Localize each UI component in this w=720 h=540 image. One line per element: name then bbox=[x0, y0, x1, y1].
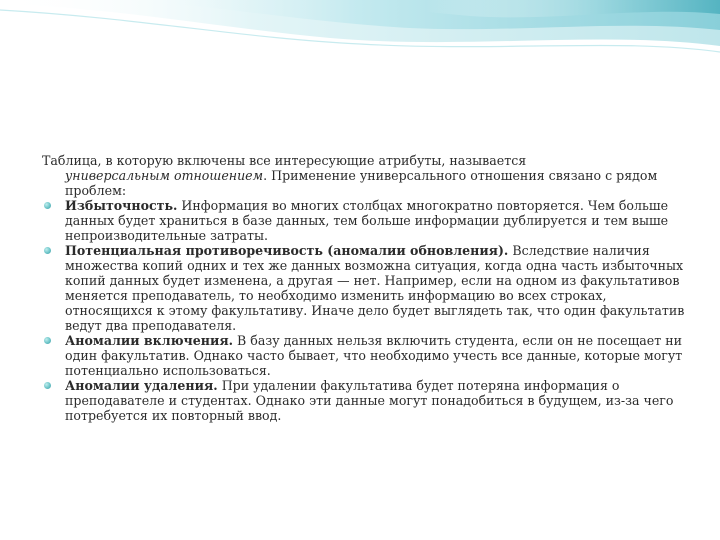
problem-list bbox=[42, 198, 690, 423]
intro-term: универсальным отношением bbox=[65, 168, 264, 183]
item-term: Потенциальная противоречивость (аномалии обновления). bbox=[65, 243, 509, 258]
list-item bbox=[42, 198, 690, 243]
bullet-icon bbox=[44, 337, 51, 344]
intro-rest: . Применение универсального отношения связано с рядом проблем: bbox=[65, 168, 658, 198]
item-text: В базу данных нельзя включить студента, если он не посещает ни один факультатив. Однако часто бывает, что необходимо учесть все данные, которые могут потенциально использоваться. bbox=[65, 333, 683, 378]
list-item bbox=[42, 378, 690, 423]
intro-paragraph bbox=[42, 153, 690, 198]
intro-lead: Таблица, в которую включены все интересующие атрибуты, называется bbox=[42, 153, 527, 168]
item-term: Избыточность. bbox=[65, 198, 178, 213]
wave-header-decoration bbox=[0, 0, 720, 70]
item-text: При удалении факультатива будет потеряна информация о преподавателе и студентах. Однако эти данные могут понадобиться в будущем, из-за чего потребуется их повторный ввод. bbox=[65, 378, 674, 423]
bullet-icon bbox=[44, 247, 51, 254]
item-text: Информация во многих столбцах многократно повторяется. Чем больше данных будет храниться в базе данных, тем больше информации дублируется и тем выше непроизводительные затраты. bbox=[65, 198, 669, 243]
slide-body bbox=[42, 153, 690, 423]
list-item bbox=[42, 333, 690, 378]
item-text: Вследствие наличия множества копий одних и тех же данных возможна ситуация, когда одна часть избыточных копий данных будет изменена, а другая — нет. Например, если на одном из факультативов меняется преподаватель, то необходимо изменить информацию во всех строках, относящихся к этому факультативу. Иначе дело будет выглядеть так, что один факультатив ведут два преподавателя. bbox=[65, 243, 685, 333]
item-term: Аномалии удаления. bbox=[65, 378, 218, 393]
bullet-icon bbox=[44, 382, 51, 389]
list-item bbox=[42, 243, 690, 333]
item-term: Аномалии включения. bbox=[65, 333, 234, 348]
bullet-icon bbox=[44, 202, 51, 209]
